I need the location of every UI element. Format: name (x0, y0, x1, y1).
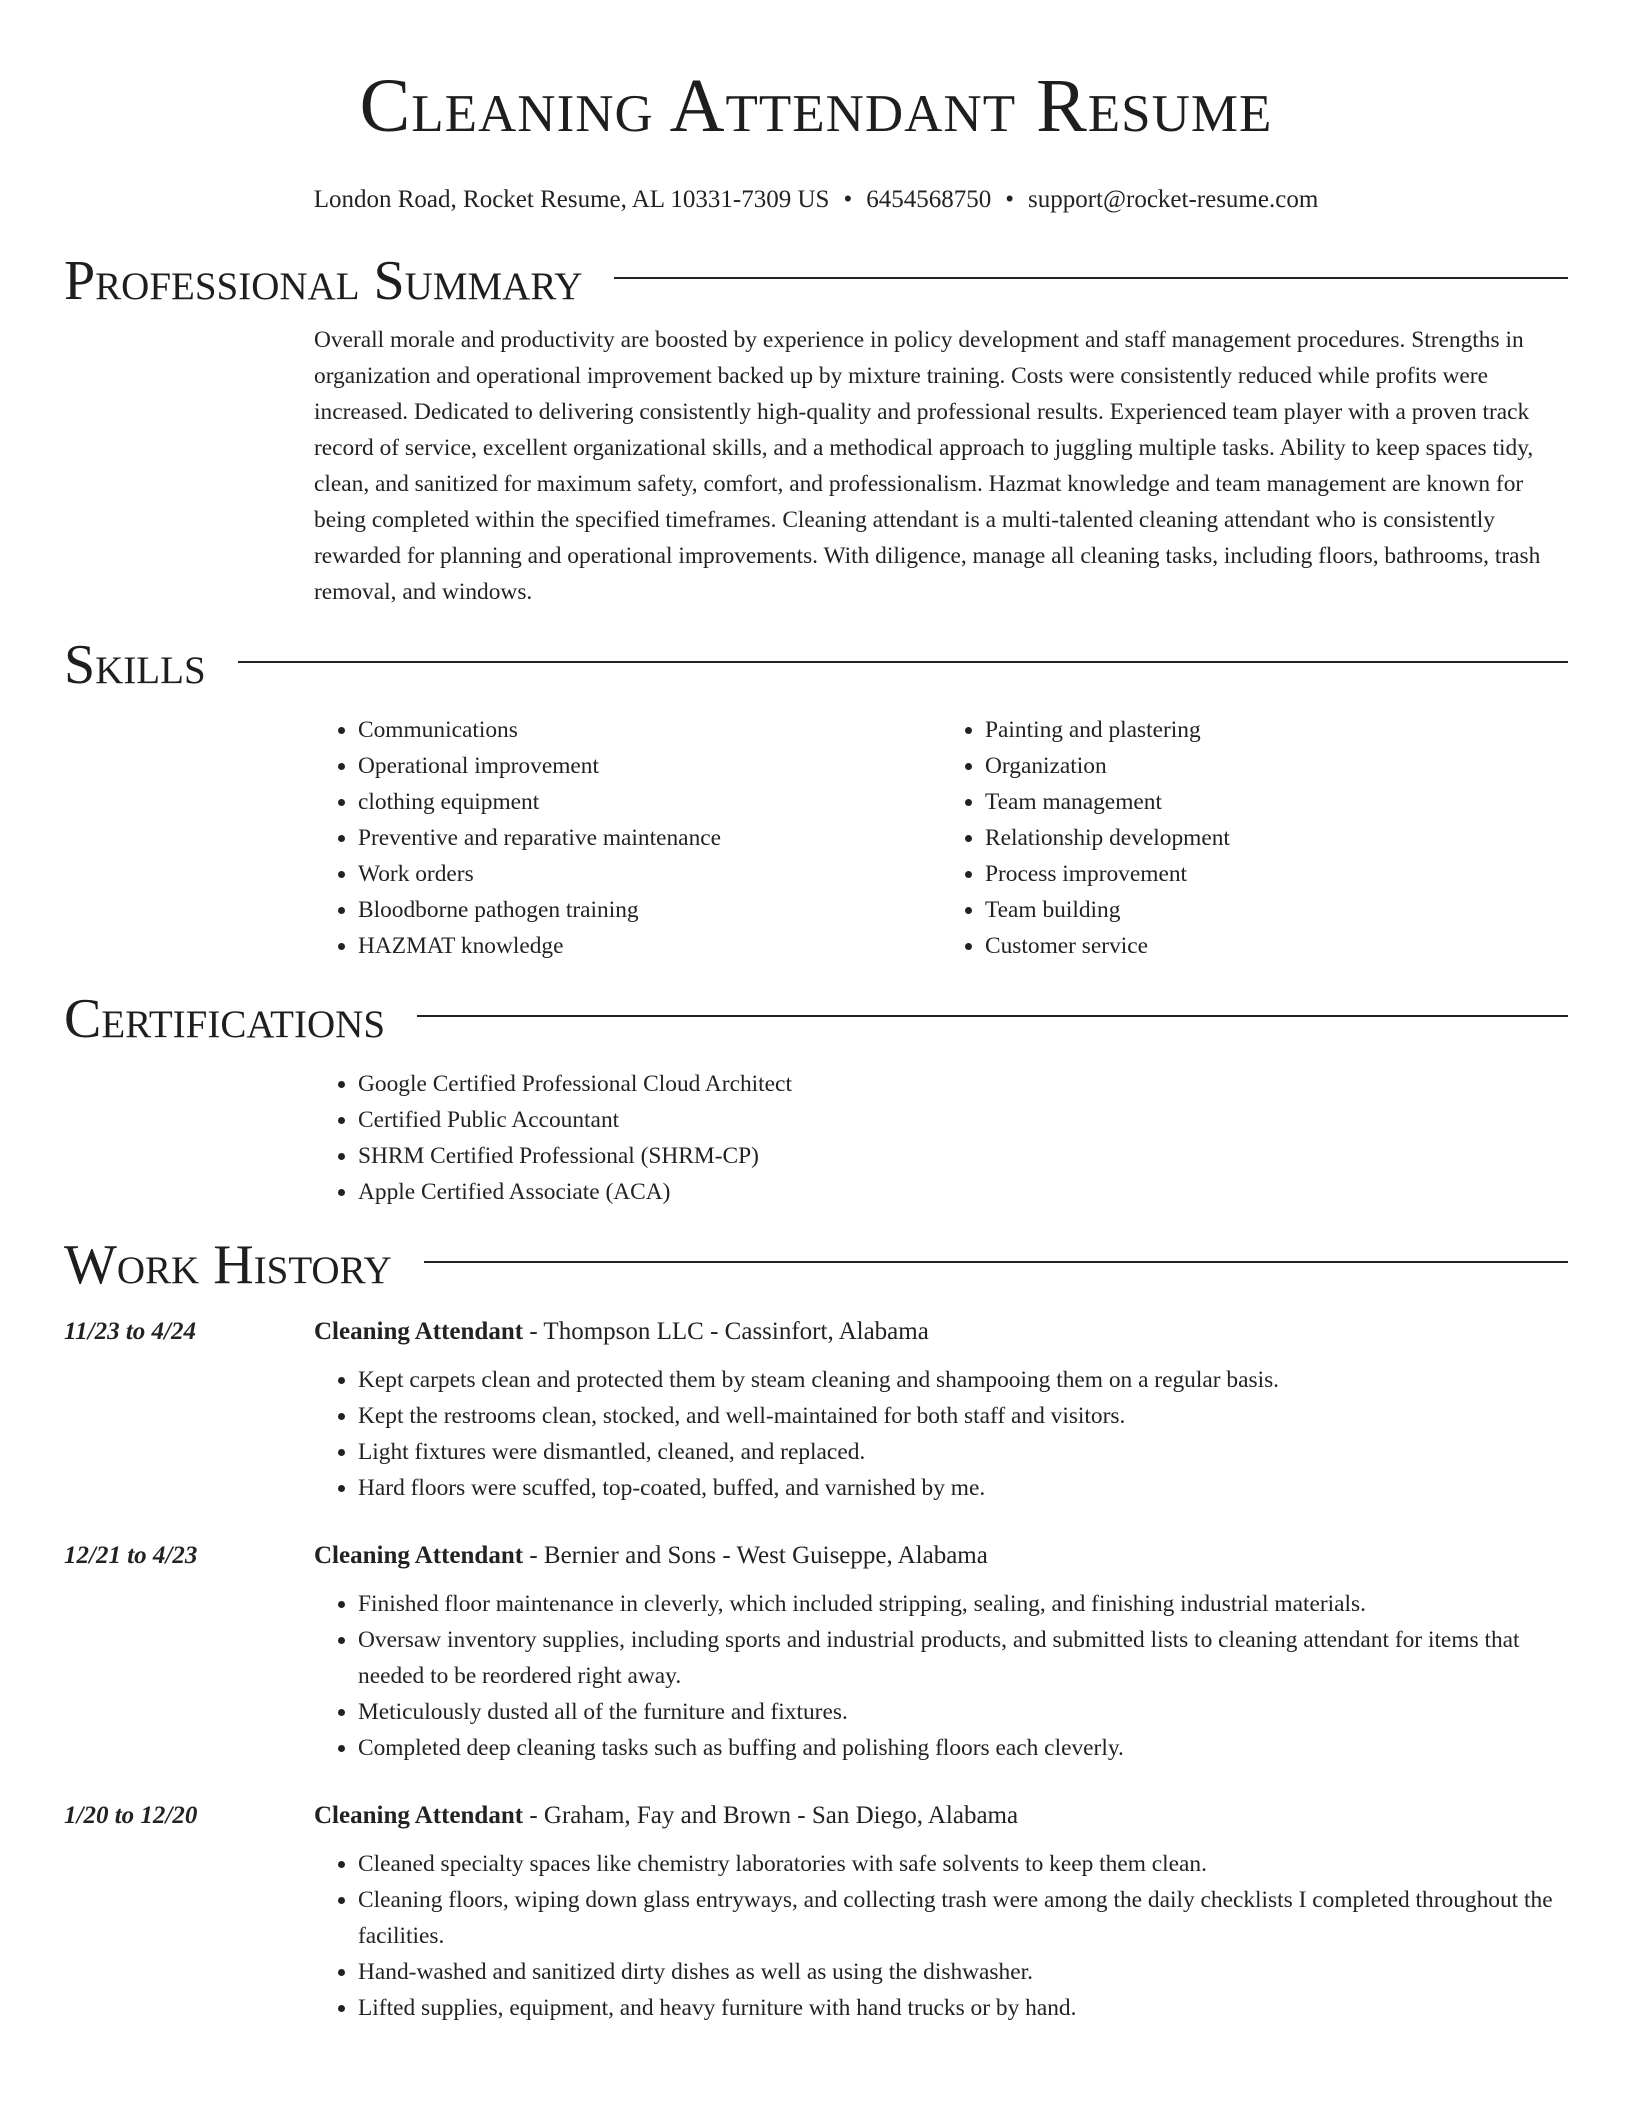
job-heading (314, 1540, 988, 1572)
job-header (64, 1540, 1568, 1572)
work-history-section-header (64, 1230, 1568, 1300)
job-duty: • Cleaning floors, wiping down glass entryways, and collecting trash were among the daily checklists I completed throughout the facilities. (358, 1882, 1568, 1954)
job-title: Cleaning Attendant (314, 1318, 524, 1345)
job-duties (314, 1362, 1568, 1506)
job-company: - Bernier and Sons - West Guiseppe, Alabama (523, 1542, 988, 1569)
summary-section-header (64, 246, 1568, 316)
skill-item: • Process improvement (985, 856, 1568, 892)
job-duties-list (314, 1846, 1568, 2026)
job-duty: • Light fixtures were dismantled, cleaned, and replaced. (358, 1434, 1568, 1470)
resume-page (64, 0, 1568, 2026)
job-duty: • Kept carpets clean and protected them by steam cleaning and shampooing them on a regular basis. (358, 1362, 1568, 1398)
job-duty: • Cleaned specialty spaces like chemistry laboratories with safe solvents to keep them clean. (358, 1846, 1568, 1882)
job-header (64, 1800, 1568, 1832)
certifications-section-header (64, 984, 1568, 1054)
job-duty: • Lifted supplies, equipment, and heavy furniture with hand trucks or by hand. (358, 1990, 1568, 2026)
summary-body (314, 322, 1568, 610)
job-dates: 12/21 to 4/23 (64, 1542, 198, 1569)
skill-item: • Painting and plastering (985, 712, 1568, 748)
job-dates: 11/23 to 4/24 (64, 1318, 196, 1345)
section-divider (424, 1261, 1568, 1263)
contact-phone: 6454568750 (866, 186, 992, 213)
skill-item: • Relationship development (985, 820, 1568, 856)
contact-email: support@rocket-resume.com (1027, 186, 1319, 213)
contact-line (64, 184, 1568, 216)
job-entry (64, 1800, 1568, 2026)
skill-item: • Team management (985, 784, 1568, 820)
certifications-body (314, 1066, 1568, 1210)
certification-item: • SHRM Certified Professional (SHRM-CP) (358, 1138, 1568, 1174)
job-company: - Graham, Fay and Brown - San Diego, Alabama (523, 1802, 1019, 1829)
summary-text: Overall morale and productivity are boosted by experience in policy development and staff management procedures. Strengths in organization and operational improvement backed up by mixture training. Costs were consistently reduced while profits were increased. Dedicated to delivering consistently high-quality and professional results. Experienced team player with a proven track record of service, excellent organizational skills, and a methodical approach to juggling multiple tasks. Ability to keep spaces tidy, clean, and sanitized for maximum safety, comfort, and professionalism. Hazmat knowledge and team management are known for being completed within the specified timeframes. Cleaning attendant is a multi-talented cleaning attendant who is consistently rewarded for planning and operational improvements. With diligence, manage all cleaning tasks, including floors, bathrooms, trash removal, and windows. (314, 327, 1541, 605)
contact-address: London Road, Rocket Resume, AL 10331-7309 US (313, 186, 830, 213)
job-dates: 1/20 to 12/20 (64, 1802, 198, 1829)
skill-item: • Team building (985, 892, 1568, 928)
summary-heading: Professional Summary (64, 250, 583, 312)
certifications-heading: Certifications (64, 988, 386, 1050)
job-duty: • Hard floors were scuffed, top-coated, buffed, and varnished by me. (358, 1470, 1568, 1506)
skill-item: • Bloodborne pathogen training (358, 892, 941, 928)
contact-separator: • (843, 186, 853, 213)
job-duty: • Kept the restrooms clean, stocked, and well-maintained for both staff and visitors. (358, 1398, 1568, 1434)
skill-item: • Preventive and reparative maintenance (358, 820, 941, 856)
skill-item: • Operational improvement (358, 748, 941, 784)
job-duty: • Finished floor maintenance in cleverly, which included stripping, sealing, and finishing industrial materials. (358, 1586, 1568, 1622)
job-title: Cleaning Attendant (314, 1802, 524, 1829)
job-header (64, 1316, 1568, 1348)
section-divider (614, 277, 1568, 279)
work-history-heading: Work History (64, 1234, 392, 1296)
skills-list-right (941, 712, 1568, 964)
skill-item: • Customer service (985, 928, 1568, 964)
section-divider (238, 661, 1568, 663)
job-duty: • Hand-washed and sanitized dirty dishes as well as using the dishwasher. (358, 1954, 1568, 1990)
certification-item: • Apple Certified Associate (ACA) (358, 1174, 1568, 1210)
resume-title: Cleaning Attendant Resume (359, 64, 1273, 148)
job-entry (64, 1540, 1568, 1766)
skill-item: • Work orders (358, 856, 941, 892)
job-title: Cleaning Attendant (314, 1542, 524, 1569)
job-duties-list (314, 1586, 1568, 1766)
job-duty: • Meticulously dusted all of the furniture and fixtures. (358, 1694, 1568, 1730)
skill-item: • clothing equipment (358, 784, 941, 820)
skills-section-header (64, 630, 1568, 700)
certifications-list (314, 1066, 1568, 1210)
skill-item: • HAZMAT knowledge (358, 928, 941, 964)
job-company: - Thompson LLC - Cassinfort, Alabama (523, 1318, 929, 1345)
job-duties (314, 1586, 1568, 1766)
skills-grid (314, 712, 1568, 964)
skill-item: • Organization (985, 748, 1568, 784)
job-duties-list (314, 1362, 1568, 1506)
job-duty: • Completed deep cleaning tasks such as buffing and polishing floors each cleverly. (358, 1730, 1568, 1766)
contact-separator: • (1005, 186, 1014, 213)
certification-item: • Google Certified Professional Cloud Architect (358, 1066, 1568, 1102)
job-entry (64, 1316, 1568, 1506)
job-heading (314, 1316, 929, 1348)
skill-item: • Communications (358, 712, 941, 748)
skills-list-left (314, 712, 941, 964)
job-heading (314, 1800, 1018, 1832)
section-divider (417, 1015, 1568, 1017)
job-duties (314, 1846, 1568, 2026)
job-duty: • Oversaw inventory supplies, including sports and industrial products, and submitted lists to cleaning attendant for items that needed to be reordered right away. (358, 1622, 1568, 1694)
skills-heading: Skills (64, 634, 206, 696)
certification-item: • Certified Public Accountant (358, 1102, 1568, 1138)
